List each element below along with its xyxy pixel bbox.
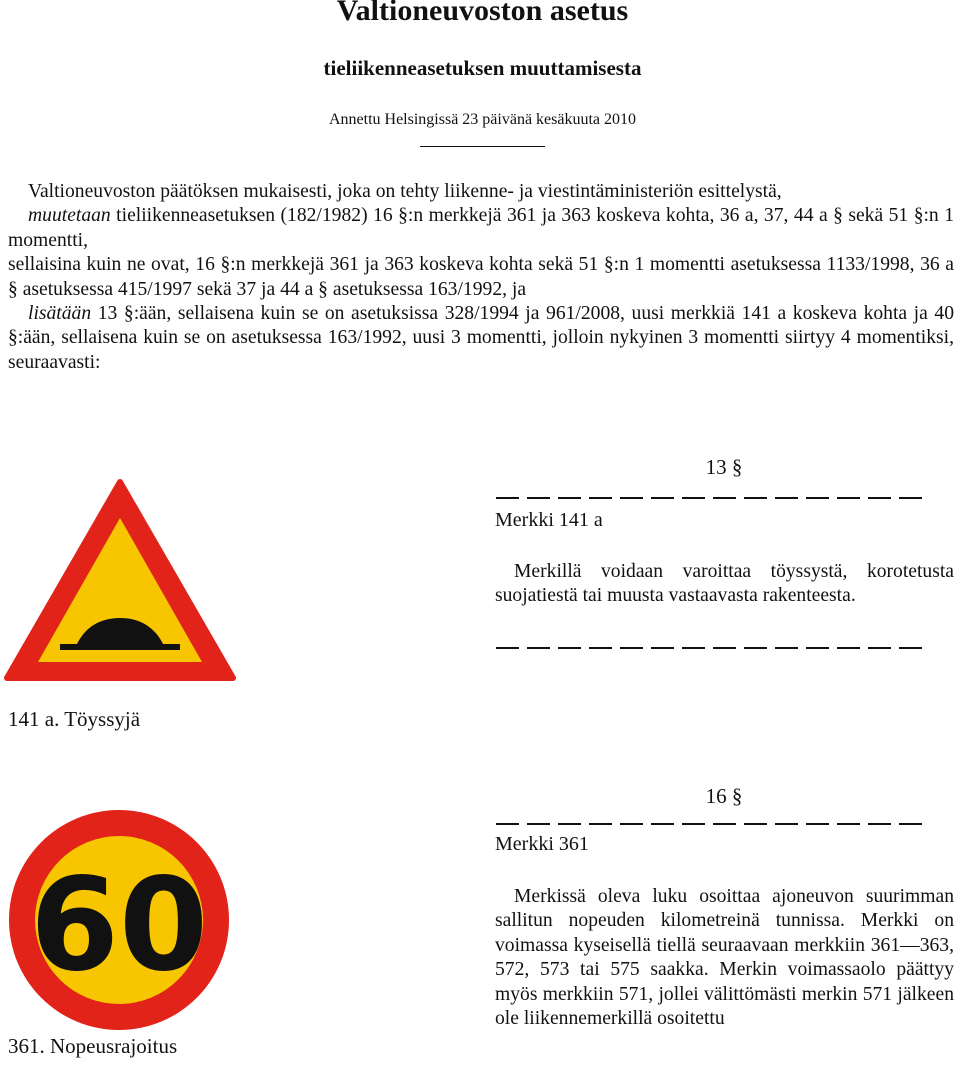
speed-bump-sign-icon bbox=[4, 478, 236, 684]
preamble-paragraph-4 bbox=[8, 302, 954, 375]
section-13-number: 13 § bbox=[705, 455, 743, 479]
section-divider bbox=[496, 823, 928, 825]
amend-text: tieliikenneasetuksen (182/1982) 16 §:n merkkejä 361 ja 363 koskeva kohta, 36 a, 37, 44 a § sekä 51 §:n 1 momentti, bbox=[8, 205, 954, 251]
preamble bbox=[8, 180, 954, 375]
section-divider bbox=[496, 497, 928, 499]
add-keyword: lisätään bbox=[28, 303, 92, 325]
section-16-number: 16 § bbox=[705, 784, 743, 808]
speed-limit-value: 60 bbox=[29, 851, 209, 1000]
sign-description-141a: Merkillä voidaan varoittaa töyssystä, korotetusta suojatiestä tai muusta vastaavasta rakenteesta. bbox=[495, 561, 954, 607]
preamble-paragraph-2 bbox=[8, 204, 954, 253]
given-date: Annettu Helsingissä 23 päivänä kesäkuuta 2010 bbox=[328, 111, 637, 128]
decree-subtitle: tieliikenneasetuksen muuttamisesta bbox=[323, 56, 642, 80]
speed-limit-sign bbox=[8, 809, 230, 1031]
preamble-paragraph-3: sellaisina kuin ne ovat, 16 §:n merkkejä 361 ja 363 koskeva kohta sekä 51 §:n 1 momentti asetuksessa 1133/1998, 36 a § asetuksessa 415/1997 sekä 37 ja 44 a § asetuksessa 163/1992, ja bbox=[8, 254, 954, 300]
decree-title: Valtioneuvoston asetus bbox=[336, 0, 629, 27]
speed-limit-sign-icon bbox=[8, 809, 230, 1031]
sign-caption-361: 361. Nopeusrajoitus bbox=[8, 1034, 178, 1058]
sign-description-361: Merkissä oleva luku osoittaa ajoneuvon suurimman sallitun nopeuden kilometreinä tunnissa. Merkki on voimassa kyseisellä tiellä seuraavaan merkkiin 361—363, 572, 573 tai 575 saakka. Merkin voimassaolo päättyy myös merkkiin 571, jollei välittömästi merkin 571 jälkeen ole liikennemerkillä osoitettu bbox=[495, 886, 954, 1030]
sign-caption-141a: 141 a. Töyssyjä bbox=[8, 707, 141, 731]
sign-name-361: Merkki 361 bbox=[495, 833, 589, 855]
add-text: 13 §:ään, sellaisena kuin se on asetuksissa 328/1994 ja 961/2008, uusi merkkiä 141 a koskeva kohta ja 40 §:ään, sellaisena kuin se on asetuksessa 163/1992, uusi 3 momentti, jolloin nykyinen 3 momentti siirtyy 4 momentiksi, seuraavasti: bbox=[8, 303, 954, 373]
speed-bump-warning-sign bbox=[4, 478, 236, 684]
section-divider bbox=[496, 647, 928, 649]
amend-keyword: muutetaan bbox=[28, 205, 111, 227]
preamble-paragraph-1: Valtioneuvoston päätöksen mukaisesti, joka on tehty liikenne- ja viestintäministeriön esittelystä, bbox=[28, 181, 782, 202]
title-divider bbox=[420, 146, 545, 147]
sign-name-141a: Merkki 141 a bbox=[495, 509, 603, 531]
